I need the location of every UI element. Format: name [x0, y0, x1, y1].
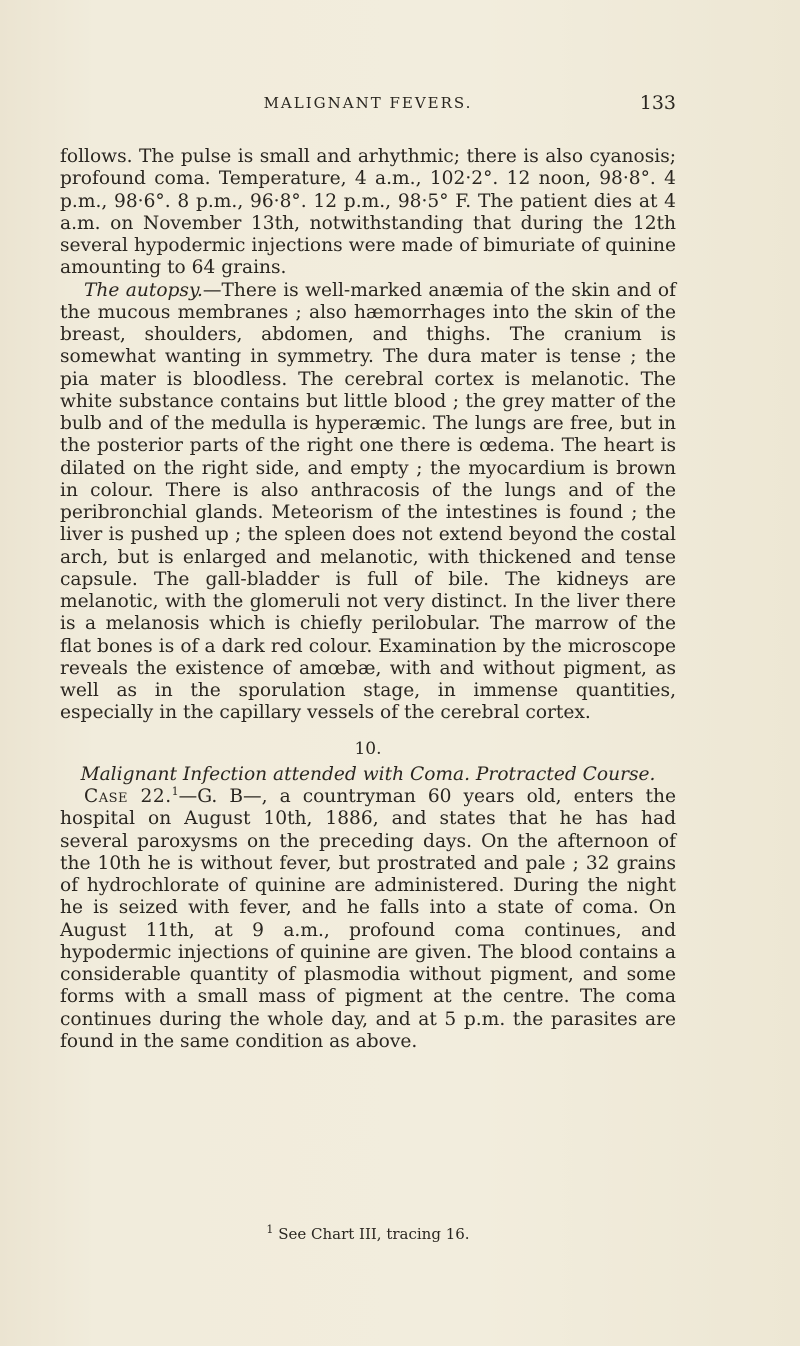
section-title: Malignant Infection attended with Coma. Protracted Course. [80, 763, 656, 785]
autopsy-label: The autopsy. [84, 279, 203, 301]
section-number: 10. [354, 738, 382, 759]
paragraph-autopsy [60, 280, 676, 725]
footnote-reference: 1 [171, 784, 179, 798]
footnote-mark: 1 [266, 1223, 274, 1236]
paragraph-continuation: follows. The pulse is small and arhythmic; there is also cyanosis; profound coma. Temperature, 4 a.m., 102·2°. 12 noon, 98·8°. 4 p.m., 98·6°. 8 p.m., 96·8°. 12 p.m., 98·5° F. The patient dies at 4 a.m. on November 13th, notwithstanding that during the 12th several hypodermic injections were made of bimuriate of quinine amounting to 64 grains. [60, 146, 676, 279]
autopsy-text: —There is well-marked anæmia of the skin and of the mucous membranes ; also hæmorrhages into the skin of the breast, shoulders, abdomen, and thighs. The cranium is somewhat wanting in symmetry. The dura mater is tense ; the pia mater is bloodless. The cerebral cortex is melanotic. The white substance contains but little blood ; the grey matter of the bulb and of the medulla is hyperæmic. The lungs are free, but in the posterior parts of the right one there is œdema. The heart is dilated on the right side, and empty ; the myocardium is brown in colour. There is also anthracosis of the lungs and of the peribronchial glands. Meteorism of the intestines is found ; the liver is pushed up ; the spleen does not extend beyond the costal arch, but is enlarged and melanotic, with thickened and tense capsule. The gall-bladder is full of bile. The kidneys are melanotic, with the glomeruli not very distinct. In the liver there is a melanosis which is chiefly perilobular. The marrow of the flat bones is of a dark red colour. Examination by the microscope reveals the existence of amœbæ, with and without pigment, as well as in the sporulation stage, in immense quantities, especially in the capillary vessels of the cerebral cortex. [60, 279, 676, 724]
page-header [60, 94, 676, 118]
running-head: MALIGNANT FEVERS. [263, 94, 473, 112]
case-label: Case 22. [84, 786, 172, 807]
paragraph-case-22 [60, 786, 676, 1053]
footnote [60, 1225, 676, 1243]
body-text [60, 146, 676, 1053]
footnote-text: See Chart III, tracing 16. [278, 1225, 470, 1243]
page-number: 133 [639, 92, 676, 114]
case-text: —G. B—, a countryman 60 years old, enters the hospital on August 10th, 1886, and states that he has had several paroxysms on the preceding days. On the afternoon of the 10th he is without fever, but prostrated and pale ; 32 grains of hydrochlorate of quinine are administered. During the night he is seized with fever, and he falls into a state of coma. On August 11th, at 9 a.m., profound coma continues, and hypodermic injections of quinine are given. The blood contains a considerable quantity of plasmodia without pigment, and some forms with a small mass of pigment at the centre. The coma continues during the whole day, and at 5 p.m. the parasites are found in the same condition as above. [60, 786, 676, 1052]
